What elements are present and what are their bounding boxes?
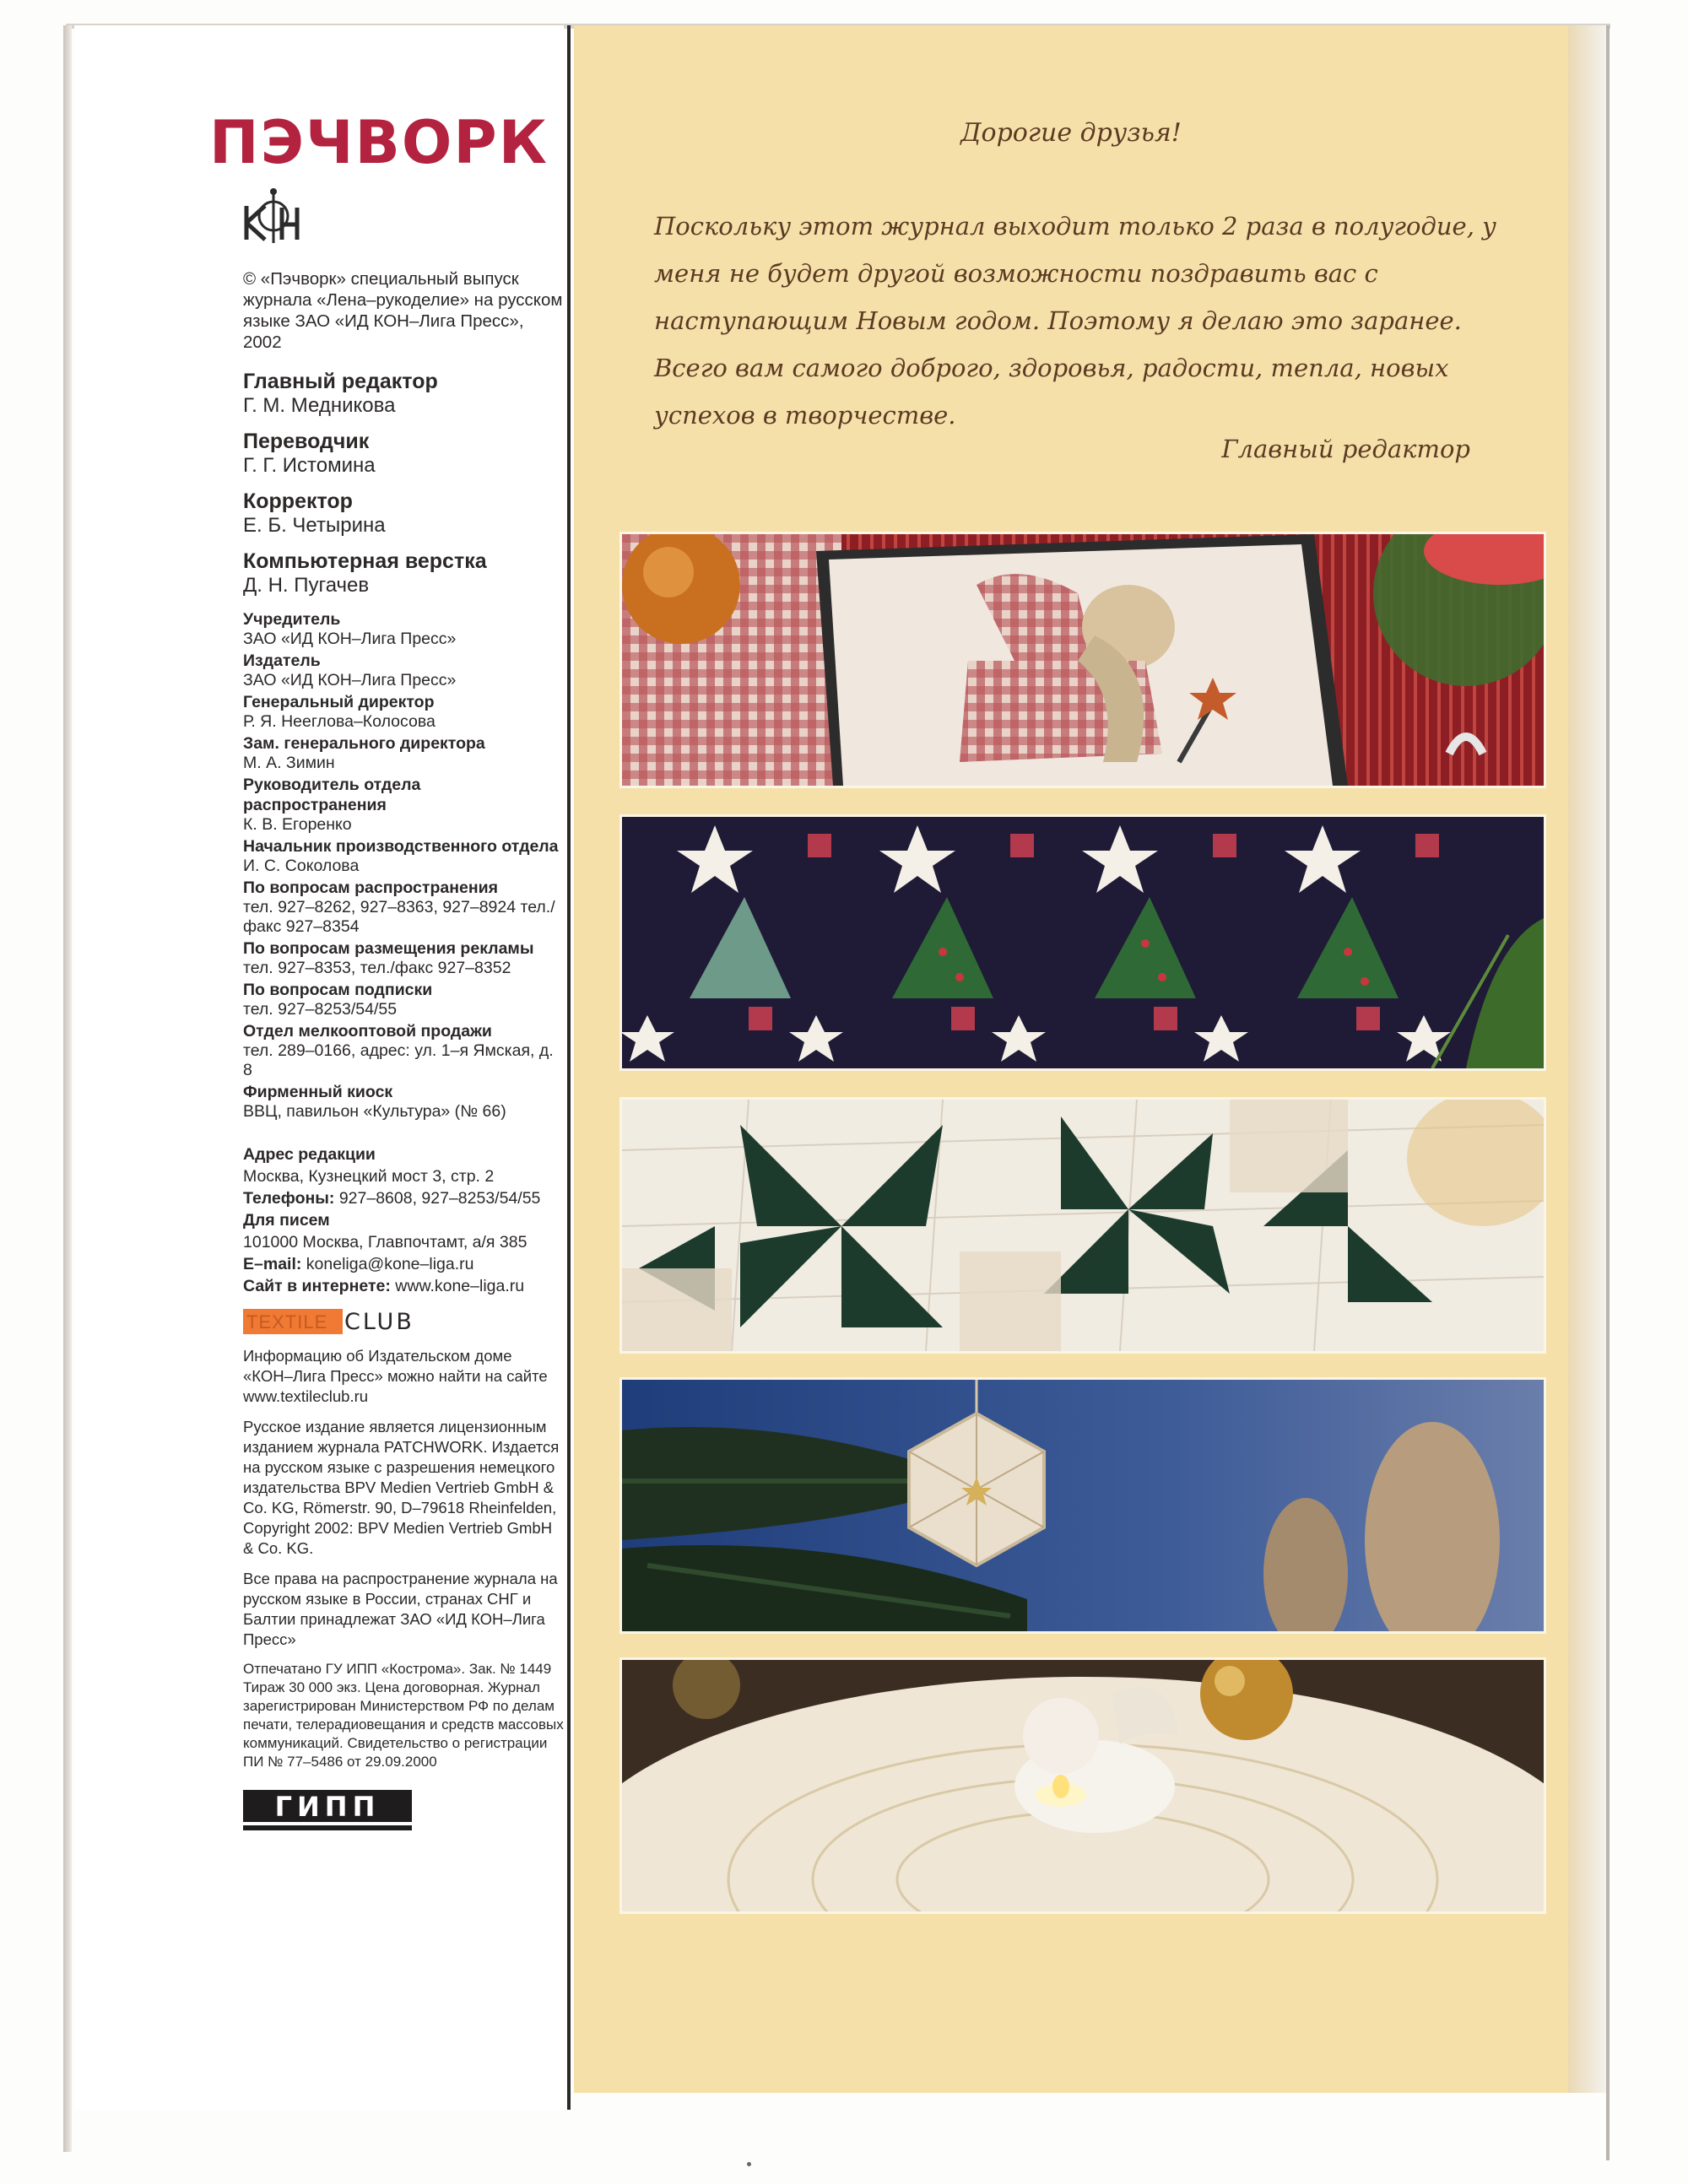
info-deputy-director [243, 733, 564, 773]
role-name: Д. Н. Пугачев [243, 574, 370, 597]
textile-club-box [243, 1309, 343, 1334]
textile-club-info: Информацию об Издательском доме «КОН–Лига Пресс» можно найти на сайте www.textileclub.ru [243, 1347, 548, 1405]
info-publisher [243, 651, 564, 690]
info-title: Отдел мелкооптовой продажи [243, 1022, 492, 1041]
address-value: Москва, Кузнецкий мост 3, стр. 2 [243, 1167, 495, 1186]
info-title: По вопросам распространения [243, 878, 498, 897]
info-title: Зам. генерального директора [243, 734, 485, 753]
license-notice: Русское издание является лицензионным изданием журнала PATCHWORK. Издается на русском языке с разрешения немецкого издательства BPV Medien Vertrieb GmbH & Co. KG, Römerstr. 90, D–79618 Rheinfelden, Copyright 2002: BPV Medien Vertrieb GmbH & Co. KG. [243, 1418, 560, 1557]
info-title: По вопросам размещения рекламы [243, 939, 534, 958]
role-layout [243, 549, 564, 597]
page-fold-shadow [1568, 25, 1606, 2093]
info-subscription-contacts [243, 980, 564, 1019]
role-name: Г. Г. Истомина [243, 454, 376, 477]
info-title: Фирменный киоск [243, 1083, 393, 1101]
info-title: Генеральный директор [243, 693, 435, 711]
photo-angel-candle [619, 1657, 1546, 1914]
textile-club-text: CLUB [344, 1308, 414, 1335]
textile-club-logo [243, 1309, 564, 1338]
website-line [243, 1275, 564, 1297]
photo-pinwheel-quilt [619, 1097, 1546, 1354]
role-proofreader [243, 489, 564, 538]
editor-letter: Поскольку этот журнал выходит только 2 раза в полугодие, у меня не будет другой возможности поздравить вас с наступающим Новым годом. Поэтому я делаю это заранее. Всего вам самого доброго, здоровья, радости, тепла, новых успехов в творчестве. [654, 212, 1496, 430]
role-title: Переводчик [243, 430, 370, 453]
info-value: Р. Я. Нееглова–Колосова [243, 712, 436, 731]
editorial-address [243, 1143, 564, 1297]
textile-club-box-text: TEXTILE [246, 1311, 328, 1333]
email-value: koneliga@kone–liga.ru [306, 1255, 474, 1273]
gipp-logo [243, 1788, 412, 1835]
info-title: По вопросам подписки [243, 981, 433, 999]
masthead-title: ПЭЧВОРК [209, 108, 549, 177]
role-title: Корректор [243, 489, 353, 513]
email-label: E–mail: [243, 1255, 302, 1273]
info-distribution-contacts [243, 878, 564, 937]
info-value: М. А. Зимин [243, 754, 335, 772]
imprint-block [243, 268, 564, 1841]
role-translator [243, 430, 564, 478]
role-name: Г. М. Медникова [243, 394, 396, 417]
info-value: тел. 927–8262, 927–8363, 927–8924 тел./факс 927–8354 [243, 898, 555, 936]
website-value: www.kone–liga.ru [395, 1277, 525, 1295]
role-title: Главный редактор [243, 370, 438, 393]
printing-info: Отпечатано ГУ ИПП «Кострома». Зак. № 1449 Тираж 30 000 экз. Цена договорная. Журнал зарегистрирован Министерством РФ по делам печати, телерадиовещания и средств массовых коммуникаций. Свидетельство о регистрации ПИ № 77–5486 от 29.09.2000 [243, 1661, 564, 1770]
rights-notice: Все права на распространение журнала на русском языке в России, странах СНГ и Балтии принадлежат ЗАО «ИД КОН–Лига Пресс» [243, 1570, 558, 1648]
website-label: Сайт в интернете: [243, 1277, 391, 1295]
photo-santa-quilt [619, 532, 1546, 788]
mail-value: 101000 Москва, Главпочтамт, а/я 385 [243, 1233, 528, 1251]
info-brand-kiosk [243, 1082, 564, 1122]
info-title: Издатель [243, 651, 321, 670]
info-title: Руководитель отдела распространения [243, 776, 421, 814]
editorial-roles [243, 370, 564, 597]
copyright-notice: © «Пэчворк» специальный выпуск журнала «Лена–рукоделие» на русском языке ЗАО «ИД КОН–Лига Пресс», 2002 [243, 269, 563, 352]
address-title: Адрес редакции [243, 1145, 376, 1164]
email-line [243, 1253, 564, 1275]
info-founder [243, 609, 564, 649]
info-title: Начальник производственного отдела [243, 837, 559, 856]
phones-line [243, 1187, 564, 1209]
column-divider [567, 25, 571, 2110]
info-value: ВВЦ, павильон «Культура» (№ 66) [243, 1102, 506, 1121]
kon-liga-logo [243, 187, 300, 246]
info-advertising-contacts [243, 938, 564, 978]
info-value: тел. 927–8353, тел./факс 927–8352 [243, 959, 511, 977]
photo-hexagon-ornament [619, 1377, 1546, 1634]
role-title: Компьютерная верстка [243, 549, 487, 573]
info-value: И. С. Соколова [243, 857, 360, 875]
publisher-info [243, 609, 564, 1122]
scan-speck [747, 2162, 751, 2166]
info-distribution-head [243, 775, 564, 835]
greeting-heading: Дорогие друзья! [960, 118, 1182, 148]
info-general-director [243, 692, 564, 732]
role-editor-in-chief [243, 370, 564, 418]
info-value: тел. 289–0166, адрес: ул. 1–я Ямская, д. 8 [243, 1041, 554, 1079]
info-production-head [243, 836, 564, 876]
info-title: Учредитель [243, 610, 341, 629]
scan-right-edge [1606, 25, 1610, 2160]
info-value: ЗАО «ИД КОН–Лига Пресс» [243, 630, 457, 648]
info-value: К. В. Егоренко [243, 815, 352, 834]
phones-value: 927–8608, 927–8253/54/55 [338, 1189, 541, 1208]
editor-signature: Главный редактор [1221, 435, 1470, 463]
photo-stars-trees-quilt [619, 814, 1546, 1071]
info-wholesale-department [243, 1021, 564, 1080]
mail-title: Для писем [243, 1211, 330, 1230]
scan-left-edge [63, 25, 72, 2152]
role-name: Е. Б. Четырина [243, 514, 386, 537]
phones-label: Телефоны: [243, 1189, 335, 1208]
info-value: ЗАО «ИД КОН–Лига Пресс» [243, 671, 457, 689]
svg-text:ГИПП: ГИПП [274, 1791, 381, 1823]
info-value: тел. 927–8253/54/55 [243, 1000, 398, 1019]
